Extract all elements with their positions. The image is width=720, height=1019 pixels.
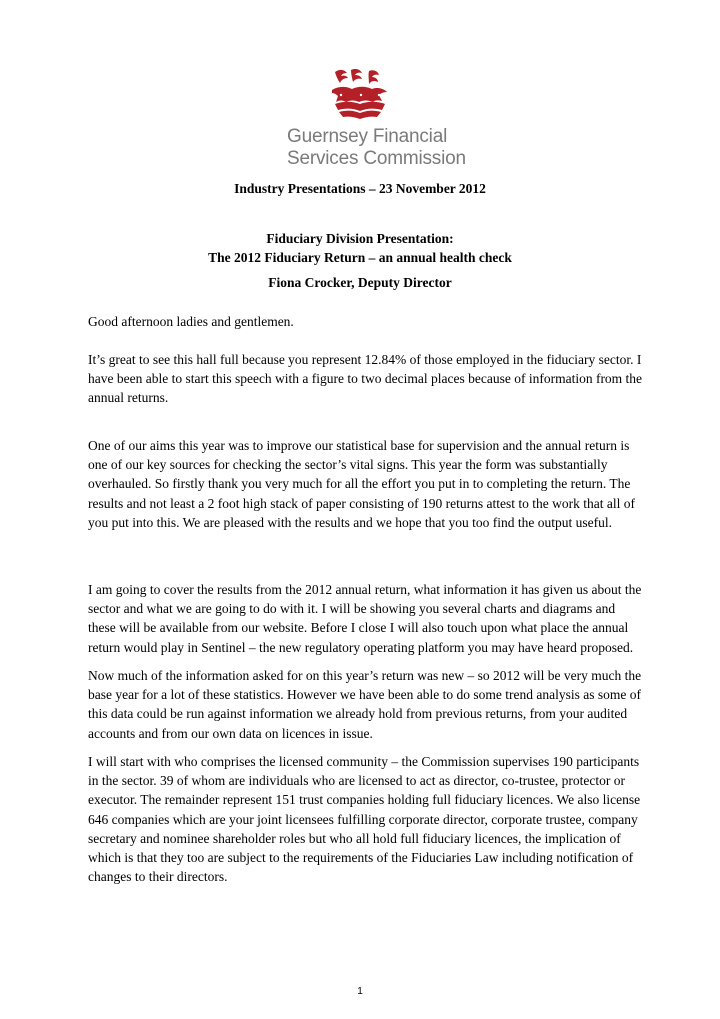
paragraph: It’s great to see this hall full because you represent 12.84% of those employed in the fiduciary sector. I have been able to start this speech with a figure to two decimal places because of information from the annual returns.	[88, 352, 643, 406]
paragraph: I am going to cover the results from the 2012 annual return, what information it has given us about the sector and what we are going to do with it. I will be showing you several charts and diagrams and these will be available from our website. Before I close I will also touch upon what place the annual return would play in Sentinel – the new regulatory operating platform you may have heard proposed.	[88, 582, 642, 655]
subtitle-line-1: Fiduciary Division Presentation:	[266, 231, 454, 246]
page-number: 1	[357, 986, 363, 997]
logo-line-2: Services Commission	[287, 148, 466, 169]
paragraph: I will start with who comprises the licensed community – the Commission supervises 190 participants in the sector. 39 of whom are individuals who are licensed to act as director, co-trustee, protector or executor. The remainder represent 151 trust companies holding full fiduciary licences. We also license 646 companies which are your joint licensees fulfilling corporate director, corporate trustee, company secretary and nominee shareholder roles but who all hold full fiduciary licences, the implication of which is that they too are subject to the requirements of the Fiduciaries Law including notification of changes to their directors.	[88, 754, 641, 885]
paragraph: One of our aims this year was to improve our statistical base for supervision and the annual return is one of our key sources for checking the sector’s vital signs. This year the form was substantially overhauled. So firstly thank you very much for all the effort you put in to completing the return. The results and not least a 2 foot high stack of paper consisting of 190 returns attest to the work that all of you put into this. We are pleased with the results and we hope that you too find the output useful.	[88, 438, 636, 530]
logo-line-1: Guernsey Financial	[287, 126, 448, 147]
paragraph: Now much of the information asked for on this year’s return was new – so 2012 will be very much the base year for a lot of these statistics. However we have been able to do some trend analysis as some of this data could be run against information we already hold from previous returns, from your audited accounts and from our own data on licences in issue.	[88, 668, 642, 741]
speaker-name: Fiona Crocker, Deputy Director	[268, 275, 452, 290]
speech-body	[88, 0, 644, 1019]
page-title: Industry Presentations – 23 November 2012	[234, 181, 486, 196]
subtitle-line-2: The 2012 Fiduciary Return – an annual health check	[208, 250, 512, 265]
paragraph: Good afternoon ladies and gentlemen.	[88, 314, 294, 329]
